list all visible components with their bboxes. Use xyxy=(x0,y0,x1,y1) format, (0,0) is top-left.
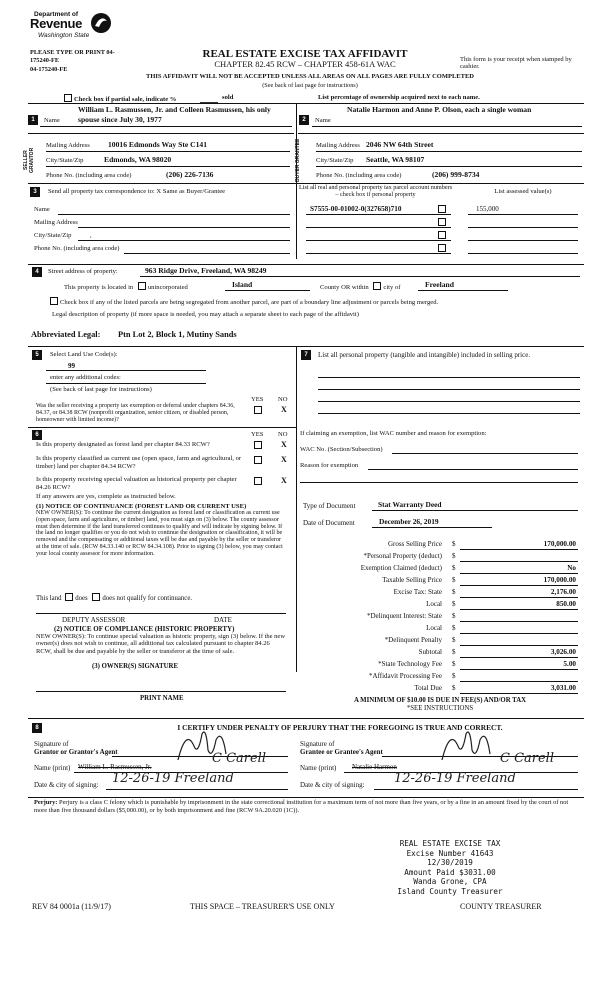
perjury-label: Perjury: xyxy=(34,799,58,806)
minimum-note: A MINIMUM OF $10.00 IS DUE IN FEE(S) AND/OR TAX xyxy=(353,697,527,704)
s3-phone-label: Phone No. (including area code) xyxy=(34,245,120,252)
stamp-line-5: Wanda Grone, CPA xyxy=(413,877,487,886)
seller-city-label: City/State/Zip xyxy=(46,157,84,164)
s5-top-rule xyxy=(28,346,584,347)
tax-line-10 xyxy=(460,669,578,670)
parcel-line-2 xyxy=(306,227,451,228)
perjury-rule xyxy=(28,797,584,798)
form-chapter: CHAPTER 82.45 RCW – CHAPTER 458-61A WAC xyxy=(214,59,396,69)
street-address: 963 Ridge Drive, Freeland, WA 98249 xyxy=(145,266,267,275)
receipt-note: This form is your receipt when stamped by cashier. xyxy=(460,56,572,71)
grantor-name-print: William L. Rasmussen, Jr. xyxy=(78,763,152,771)
buyer-name-line xyxy=(312,126,582,127)
revenue-swirl-icon xyxy=(90,12,112,34)
s6-top-rule xyxy=(28,427,296,428)
additional-codes-label: enter any additional codes: xyxy=(50,374,121,381)
does-checkbox[interactable] xyxy=(65,593,73,601)
doc-date: December 26, 2019 xyxy=(379,517,439,526)
street-line xyxy=(140,276,580,277)
seller-mail-label: Mailing Address xyxy=(46,142,90,149)
county-or-within-label: County OR within xyxy=(320,284,369,291)
city-value: Freeland xyxy=(425,280,454,289)
grantor-signature: C Carell xyxy=(212,751,266,766)
grantee-signature: C Carell xyxy=(500,751,554,766)
tax-value-2: No xyxy=(567,564,576,572)
see-instructions: *SEE INSTRUCTIONS xyxy=(406,705,474,712)
tax-line-11 xyxy=(460,681,578,682)
buyer-city-line xyxy=(316,166,582,167)
tax-line-8 xyxy=(460,645,578,646)
q1-yes-checkbox[interactable] xyxy=(254,441,264,451)
file-number-2: 04-175240-FE xyxy=(30,66,68,73)
doc-type: Stat Warranty Deed xyxy=(378,500,442,509)
parcel-header: List all real and personal property tax parcel account numbers – check box if personal property xyxy=(298,184,453,199)
treasurer-use-only: THIS SPACE – TREASURER'S USE ONLY xyxy=(190,902,335,911)
grantor-sig-of: Signature of xyxy=(34,740,69,748)
s5-no-answer: X xyxy=(281,405,287,414)
perjury-block xyxy=(34,799,580,815)
dollar-11: $ xyxy=(452,672,456,680)
exemption-question: Was the seller receiving a property tax exemption or deferral under chapters 84.36, 84.37, or 84.38 RCW (nonprofit organization, senior citizen, or disabled person, homeowner with limited income)? xyxy=(36,403,235,423)
land-use-see-back: (See back of last page for instructions) xyxy=(50,386,152,393)
file-number-1: 175240-FE xyxy=(30,57,60,64)
parcel-number: S7555-00-01002-0(327658)710 xyxy=(310,205,402,213)
deputy-assessor-label: DEPUTY ASSESSOR xyxy=(62,616,126,624)
does-not-checkbox[interactable] xyxy=(92,593,100,601)
city-line xyxy=(418,290,508,291)
grantee-name-print-label: Name (print) xyxy=(300,764,337,772)
see-back-note: (See back of last page for instructions) xyxy=(262,82,358,89)
seller-mail-line xyxy=(46,151,290,152)
dollar-7: $ xyxy=(452,624,456,632)
print-name-label: PRINT NAME xyxy=(140,695,184,702)
section-5-badge: 5 xyxy=(32,350,42,360)
continuance-body: NEW OWNER(S): To continue the current designation as forest land or classification as current use (open space, farm and agriculture, or timber) land, you must sign on (3) below. The county assessor must then determine if the land transferred continues to qualify and will indicate by signing below. If the land no longer qualifies or you do not wish to continue the designation or classification, it will be removed and the compensating or additional taxes will be due and payable by the seller or transferor at the time of sale. (RCW 84.33.140 or RCW 84.34.108). Prior to signing (3) below, you may contact your local county assessor for more information. xyxy=(36,510,283,557)
s3-city-line xyxy=(78,240,290,241)
tax-line-4 xyxy=(460,597,578,598)
section-7-badge: 7 xyxy=(301,350,311,360)
buyer-city: Seattle, WA 98107 xyxy=(366,155,425,164)
buyer-phone-label: Phone No. (including area code) xyxy=(316,172,402,179)
dollar-9: $ xyxy=(452,648,456,656)
tax-label-6: *Delinquent Interest: State xyxy=(366,612,442,620)
reason-line-2 xyxy=(300,482,578,483)
treasurer-stamp xyxy=(388,839,512,896)
grantor-date-city: 12-26-19 Freeland xyxy=(112,771,234,786)
owner-signature-label: (3) OWNER(S) SIGNATURE xyxy=(92,663,178,670)
assessed-line-1 xyxy=(468,214,578,215)
county-line xyxy=(225,290,310,291)
sold-label: sold xyxy=(222,94,234,101)
land-use-label: Select Land Use Code(s): xyxy=(50,351,118,358)
tax-value-4: 2,176.00 xyxy=(550,588,576,596)
tax-value-9: 3,026.00 xyxy=(550,648,576,656)
city-of-checkbox[interactable] xyxy=(373,282,381,290)
parcel-line-3 xyxy=(306,240,451,241)
perjury-text: Perjury is a class C felony which is punishable by imprisonment in the state correctional institution for a maximum term of not more than five years, or by a fine in an amount fixed by the court of not more than five thousand dollars ($5,000.00), or by both imprisonment and fine (RCW 9A.20.020 (1C)). xyxy=(34,799,569,814)
print-note: PLEASE TYPE OR PRINT 04- xyxy=(30,49,115,56)
exemption-claim-label: If claiming an exemption, list WAC number and reason for exemption: xyxy=(300,430,487,437)
buyer-name: Natalie Harmon and Anne P. Olson, each a single woman xyxy=(347,105,532,114)
buyer-phone: (206) 999-8734 xyxy=(432,170,480,179)
tax-label-3: Taxable Selling Price xyxy=(382,576,442,584)
stamp-line-2: Excise Number 41643 xyxy=(406,848,494,858)
segregated-label: Check box if any of the listed parcels are being segregated from another parcel, are part of a boundary line adjustment or parcels being merged. xyxy=(60,299,439,306)
this-land-row xyxy=(36,593,192,603)
section-6-badge: 6 xyxy=(32,430,42,440)
partial-sale-label: Check box if partial sale, indicate % xyxy=(74,96,177,103)
tax-line-6 xyxy=(460,621,578,622)
located-label: This property is located in xyxy=(64,284,134,291)
grantee-date-city: 12-26-19 Freeland xyxy=(394,771,516,786)
grantee-date-line xyxy=(374,789,578,790)
section-8-badge: 8 xyxy=(32,723,42,733)
buyer-name-label: Name xyxy=(315,117,331,124)
dollar-5: $ xyxy=(452,600,456,608)
s6-no-header: NO xyxy=(278,431,288,438)
section-2-badge: 2 xyxy=(299,115,309,125)
s12-top-rule xyxy=(28,103,584,104)
street-label: Street address of property: xyxy=(48,268,118,275)
this-land-label: This land xyxy=(36,595,62,602)
seller-rule xyxy=(28,133,294,134)
form-revision: REV 84 0001a (11/9/17) xyxy=(32,902,111,911)
tax-label-11: *Affidavit Processing Fee xyxy=(369,672,442,680)
tax-value-0: 170,000.00 xyxy=(543,540,576,548)
assessed-line-3 xyxy=(468,240,578,241)
grantee-name-print: Natalie Harmon xyxy=(352,763,397,771)
dollar-8: $ xyxy=(452,636,456,644)
segregated-checkbox[interactable] xyxy=(50,297,58,305)
located-row xyxy=(64,282,188,292)
additional-codes-line xyxy=(46,383,206,384)
s3-mail-label: Mailing Address xyxy=(34,219,78,226)
segregated-row xyxy=(50,297,585,307)
q2-no-answer: X xyxy=(281,455,287,464)
tax-line-5 xyxy=(460,609,578,610)
tax-label-7: Local xyxy=(426,624,442,632)
compliance-body: NEW OWNER(S): To continue special valuation as historic property, sign (3) below. If the new owner(s) does not wish to continue, all additional tax calculated pursuant to chapter 84.26 RCW, shall be due and payable by the seller or transferor at the time of sale. xyxy=(36,633,286,655)
completion-warning: THIS AFFIDAVIT WILL NOT BE ACCEPTED UNLESS ALL AREAS ON ALL PAGES ARE FULLY COMPLETED xyxy=(146,73,474,80)
grantee-date-label: Date & city of signing: xyxy=(300,781,365,789)
pp-line-4 xyxy=(318,413,580,414)
tax-label-2: Exemption Claimed (deduct) xyxy=(360,564,442,572)
city-of-label: city of xyxy=(383,284,401,291)
s3-divider xyxy=(296,183,297,259)
parcel-line-4 xyxy=(306,253,451,254)
abbrev-legal-value: Ptn Lot 2, Block 1, Mutiny Sands xyxy=(118,330,237,339)
section-4-badge: 4 xyxy=(32,267,42,277)
s6-yes-header: YES xyxy=(251,431,264,438)
reason-line xyxy=(368,469,578,470)
q-forest-land: Is this property designated as forest land per chapter 84.33 RCW? xyxy=(36,441,210,448)
tax-line-1 xyxy=(460,561,578,562)
tax-label-10: *State Technology Fee xyxy=(378,660,442,668)
pp-line-1 xyxy=(318,377,580,378)
s3-phone-line xyxy=(124,253,290,254)
date-label: DATE xyxy=(214,616,232,624)
pp-line-3 xyxy=(318,401,580,402)
q3-yes-checkbox[interactable] xyxy=(254,477,264,487)
doc-type-line xyxy=(372,510,578,511)
seller-mail: 10016 Edmonds Way Ste C141 xyxy=(108,140,208,149)
s5-no-header: NO xyxy=(278,396,288,403)
legal-note: Legal description of property (if more space is needed, you may attach a separate sheet to each page of the affidavit) xyxy=(52,311,359,318)
county-value: Island xyxy=(232,280,253,289)
dollar-6: $ xyxy=(452,612,456,620)
tax-value-5: 850.00 xyxy=(556,600,576,608)
wac-line xyxy=(392,453,578,454)
tax-value-10: 5.00 xyxy=(563,660,576,668)
seller-phone: (206) 226-7136 xyxy=(166,170,214,179)
s8-top-rule xyxy=(28,718,584,719)
s57-divider xyxy=(296,346,297,672)
seller-name-line xyxy=(40,126,292,127)
correspondence-label: Send all property tax correspondence to: X Same as Buyer/Grantee xyxy=(48,188,226,195)
tax-label-4: Excise Tax: State xyxy=(393,588,442,596)
seller-phone-label: Phone No. (including area code) xyxy=(46,172,132,179)
grantor-date-label: Date & city of signing: xyxy=(34,781,99,789)
partial-sale-checkbox[interactable] xyxy=(64,94,72,102)
doc-date-line xyxy=(372,527,492,528)
s4-top-rule xyxy=(28,264,584,265)
dollar-0: $ xyxy=(452,540,456,548)
stamp-line-1: REAL ESTATE EXCISE TAX xyxy=(399,839,501,848)
buyer-mail-label: Mailing Address xyxy=(316,142,360,149)
pp-line-2 xyxy=(318,389,580,390)
stamp-line-6: Island County Treasurer xyxy=(397,886,503,896)
stamp-line-4: Amount Paid $3031.00 xyxy=(404,867,496,877)
section-3-badge: 3 xyxy=(30,187,40,197)
any-yes-note: If any answers are yes, complete as instructed below. xyxy=(36,493,176,500)
compliance-title: (2) NOTICE OF COMPLIANCE (HISTORIC PROPERTY) xyxy=(54,625,235,633)
s3-name-label: Name xyxy=(34,206,50,213)
tax-label-9: Subtotal xyxy=(418,648,442,656)
assessor-sign-line xyxy=(36,613,286,614)
tax-label-0: Gross Selling Price xyxy=(387,540,442,548)
personal-property-label: List all personal property (tangible and intangible) included in selling price. xyxy=(318,351,531,359)
unincorporated-label: unincorporated xyxy=(147,284,188,291)
unincorporated-checkbox[interactable] xyxy=(138,282,146,290)
assessed-value: 155,000 xyxy=(476,205,499,213)
grantor-name-print-label: Name (print) xyxy=(34,764,71,772)
s3-mail-line xyxy=(78,227,290,228)
tax-line-2 xyxy=(460,573,578,574)
tax-label-5: Local xyxy=(426,600,442,608)
form-title: REAL ESTATE EXCISE TAX AFFIDAVIT xyxy=(202,48,408,60)
grantee-agent-label: Grantee or Grantee's Agent xyxy=(300,748,383,757)
does-label: does xyxy=(75,595,88,602)
q2-yes-checkbox[interactable] xyxy=(254,456,264,466)
parcel-line-1 xyxy=(306,214,451,215)
buyer-mail-line xyxy=(316,151,582,152)
s5-yes-checkbox[interactable] xyxy=(254,406,264,416)
assessed-line-2 xyxy=(468,227,578,228)
grantee-sig-of: Signature of xyxy=(300,740,335,748)
q3-no-answer: X xyxy=(281,476,287,485)
land-use-code: 99 xyxy=(68,362,75,370)
stamp-line-3: 12/30/2019 xyxy=(427,858,473,867)
tax-value-12: 3,031.00 xyxy=(550,684,576,692)
tax-line-9 xyxy=(460,657,578,658)
tax-label-8: *Delinquent Penalty xyxy=(384,636,442,644)
print-name-line xyxy=(36,691,286,692)
seller-name: William L. Rasmussen, Jr. and Colleen Rasmussen, his only spouse since July 30, 1977 xyxy=(78,105,271,124)
dollar-1: $ xyxy=(452,552,456,560)
certify-text: I CERTIFY UNDER PENALTY OF PERJURY THAT THE FOREGOING IS TRUE AND CORRECT. xyxy=(177,723,503,732)
assessed-line-4 xyxy=(468,253,578,254)
dollar-3: $ xyxy=(452,576,456,584)
dept-of-text: Department of xyxy=(34,11,79,18)
ownership-note: List percentage of ownership acquired next to each name. xyxy=(318,94,480,101)
assessed-header: List assessed value(s) xyxy=(494,188,552,195)
dollar-10: $ xyxy=(452,660,456,668)
tax-label-12: Total Due xyxy=(414,684,442,692)
tax-line-3 xyxy=(460,585,578,586)
dor-logo xyxy=(8,8,118,42)
section-1-badge: 1 xyxy=(28,115,38,125)
abbrev-legal-label: Abbreviated Legal: xyxy=(31,330,101,339)
tax-value-3: 170,000.00 xyxy=(543,576,576,584)
buyer-side-label: BUYER GRANTEE xyxy=(295,138,301,182)
s3-city-label: City/State/Zip xyxy=(34,232,72,239)
dollar-12: $ xyxy=(452,684,456,692)
does-not-label: does not qualify for continuance. xyxy=(102,595,193,602)
county-treasurer-label: COUNTY TREASURER xyxy=(460,902,542,911)
q-historic: Is this property receiving special valuation as historical property per chapter 84.26 RCW? xyxy=(36,476,237,491)
reason-label: Reason for exemption xyxy=(300,462,359,469)
seller-side-label: SELLER GRANTOR xyxy=(23,147,35,173)
dollar-4: $ xyxy=(452,588,456,596)
seller-city: Edmonds, WA 98020 xyxy=(104,155,172,164)
grantor-agent-label: Grantor or Grantor's Agent xyxy=(34,748,118,757)
q1-no-answer: X xyxy=(281,440,287,449)
doc-date-label: Date of Document xyxy=(303,519,355,527)
tax-line-12 xyxy=(460,693,578,694)
wac-label: WAC No. (Section/Subsection) xyxy=(300,446,383,453)
buyer-city-label: City/State/Zip xyxy=(316,157,354,164)
continuance-title: (1) NOTICE OF CONTINUANCE (FOREST LAND OR CURRENT USE) xyxy=(36,503,247,510)
tax-line-7 xyxy=(460,633,578,634)
land-use-line xyxy=(46,370,206,371)
buyer-mail: 2046 NW 64th Street xyxy=(366,140,434,149)
seller-name-label: Name xyxy=(44,117,60,124)
washington-text: Washington State xyxy=(38,32,90,39)
grantor-sig-label xyxy=(34,740,118,756)
county-or-within xyxy=(320,282,400,292)
s5-yes-header: YES xyxy=(251,396,264,403)
grantee-sig-label xyxy=(300,740,383,756)
s3-name-line xyxy=(58,214,290,215)
tax-label-1: *Personal Property (deduct) xyxy=(363,552,442,560)
seller-city-line xyxy=(46,166,290,167)
grantor-date-line xyxy=(106,789,288,790)
buyer-rule xyxy=(298,133,584,134)
tax-line-0 xyxy=(460,549,578,550)
doc-type-label: Type of Document xyxy=(303,502,356,510)
s3-city-value: , xyxy=(90,232,92,239)
q-current-use: Is this property classified as current use (open space, farm and agricultural, or timber) land per chapter 84.34 RCW? xyxy=(36,455,242,470)
dollar-2: $ xyxy=(452,564,456,572)
revenue-text: Revenue xyxy=(30,16,83,31)
